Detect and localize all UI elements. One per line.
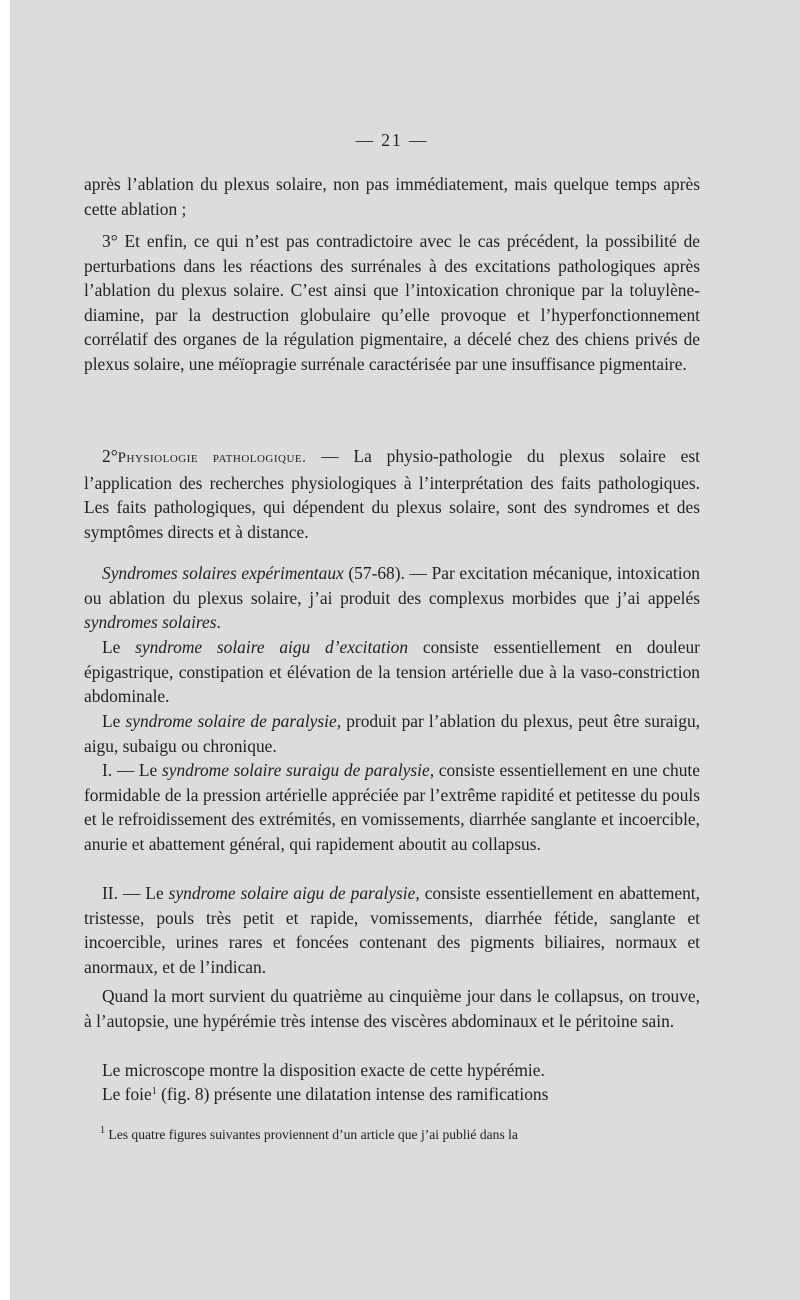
paragraph-suraigu (84, 758, 700, 856)
paragraph-text: Le syndrome solaire aigu d’excitation consiste essentiellement en douleur épigastrique, constipation et élévation de la tension artérielle due à la vaso-constriction abdominale. (84, 637, 700, 707)
paragraph-text: I. — Le syndrome solaire suraigu de paralysie, consiste essentiellement en une chute formidable de la pression artérielle appréciée par l’extrême rapidité et petitesse du pouls et le refroidissement des extrémités, en vomissements, diarrhée sanglante et incoercible, anurie et abattement général, qui rapidement aboutit au collapsus. (84, 760, 700, 854)
footnote-mark: 1 (100, 1125, 105, 1136)
section-physiologie-pathologique (84, 444, 700, 544)
paragraph-syndrome-paralysie (84, 709, 700, 758)
paragraph-text: Le syndrome solaire de paralysie, produit par l’ablation du plexus, peut être suraigu, aigu, subaigu ou chronique. (84, 711, 700, 756)
paragraph-text: Quand la mort survient du quatrième au cinquième jour dans le collapsus, on trouve, à l’autopsie, une hypérémie très intense des viscères abdominaux et le péritoine sain. (84, 986, 700, 1031)
paragraph-syndrome-excitation (84, 635, 700, 709)
page-number: — 21 — (355, 130, 429, 150)
term: syndrome solaire aigu d’excitation (135, 637, 409, 657)
paragraph-microscope (84, 1058, 700, 1083)
paragraph-autopsie (84, 984, 700, 1033)
paragraph-text: Le foie$^1$ (fig. 8) présente une dilatation intense des ramifications (102, 1084, 549, 1104)
section-number: 2° (102, 446, 118, 466)
paragraph-text: Le microscope montre la disposition exacte de cette hypérémie. (102, 1060, 545, 1080)
section-text: — La physio-pathologie du plexus solaire est l’application des recherches physiologiques à l’interprétation des faits pathologiques. Les faits pathologiques, qui dépendent du plexus solaire, sont des syndromes et des symptômes directs et à distance. (84, 446, 700, 542)
paragraph-text (84, 444, 700, 544)
section-title: Syndromes solaires expérimentaux (102, 563, 344, 583)
paragraph-text: II. — Le syndrome solaire aigu de paralysie, consiste essentiellement en abattement, tristesse, pouls très petit et rapide, vomissements, diarrhée fétide, sanglante et incoercible, urines rares et foncées contenant des pigments biliaires, normaux et anormaux, et de l’indican. (84, 883, 700, 977)
section-heading: Physiologie pathologique. (117, 450, 307, 466)
paragraph-foie (84, 1082, 700, 1107)
term: syndromes solaires (84, 612, 217, 633)
footnote (84, 1126, 700, 1144)
term: syndrome solaire suraigu de paralysie, (161, 760, 435, 780)
paragraph-text: 3° Et enfin, ce qui n’est pas contradictoire avec le cas précédent, la possibilité de perturbations dans les réactions des surrénales à des excitations pathologiques après l’ablation du plexus solaire. C’est ainsi que l’intoxication chronique par la toluylène-diamine, par la destruction globulaire qu’elle provoque et l’hyperfonctionnement corrélatif des organes de la régulation pigmentaire, a décelé chez des chiens privés de plexus solaire, une méïopragie surrénale caractérisée par une insuffisance pigmentaire. (84, 231, 700, 374)
paragraph-aigu (84, 881, 700, 979)
paragraph-text: après l’ablation du plexus solaire, non pas immédiatement, mais quelque temps après cette ablation ; (84, 174, 700, 219)
term: syndrome solaire de paralysie, (125, 711, 342, 731)
footnote-reference: 1 (151, 1086, 157, 1097)
section-syndromes-experimentaux (84, 561, 700, 635)
term: syndrome solaire aigu de paralysie, (168, 883, 420, 903)
paragraph-text: Syndromes solaires expérimentaux (57-68). — Par excitation mécanique, intoxication ou ablation du plexus solaire, j’ai produit des complexus morbides que j’ai appelés syndromes solaires. (84, 563, 700, 633)
paragraph-item-3 (84, 229, 700, 377)
footnote-text: Les quatre figures suivantes proviennent d’un article que j’ai publié dans la (105, 1127, 518, 1142)
paragraph-continuation (84, 172, 700, 221)
